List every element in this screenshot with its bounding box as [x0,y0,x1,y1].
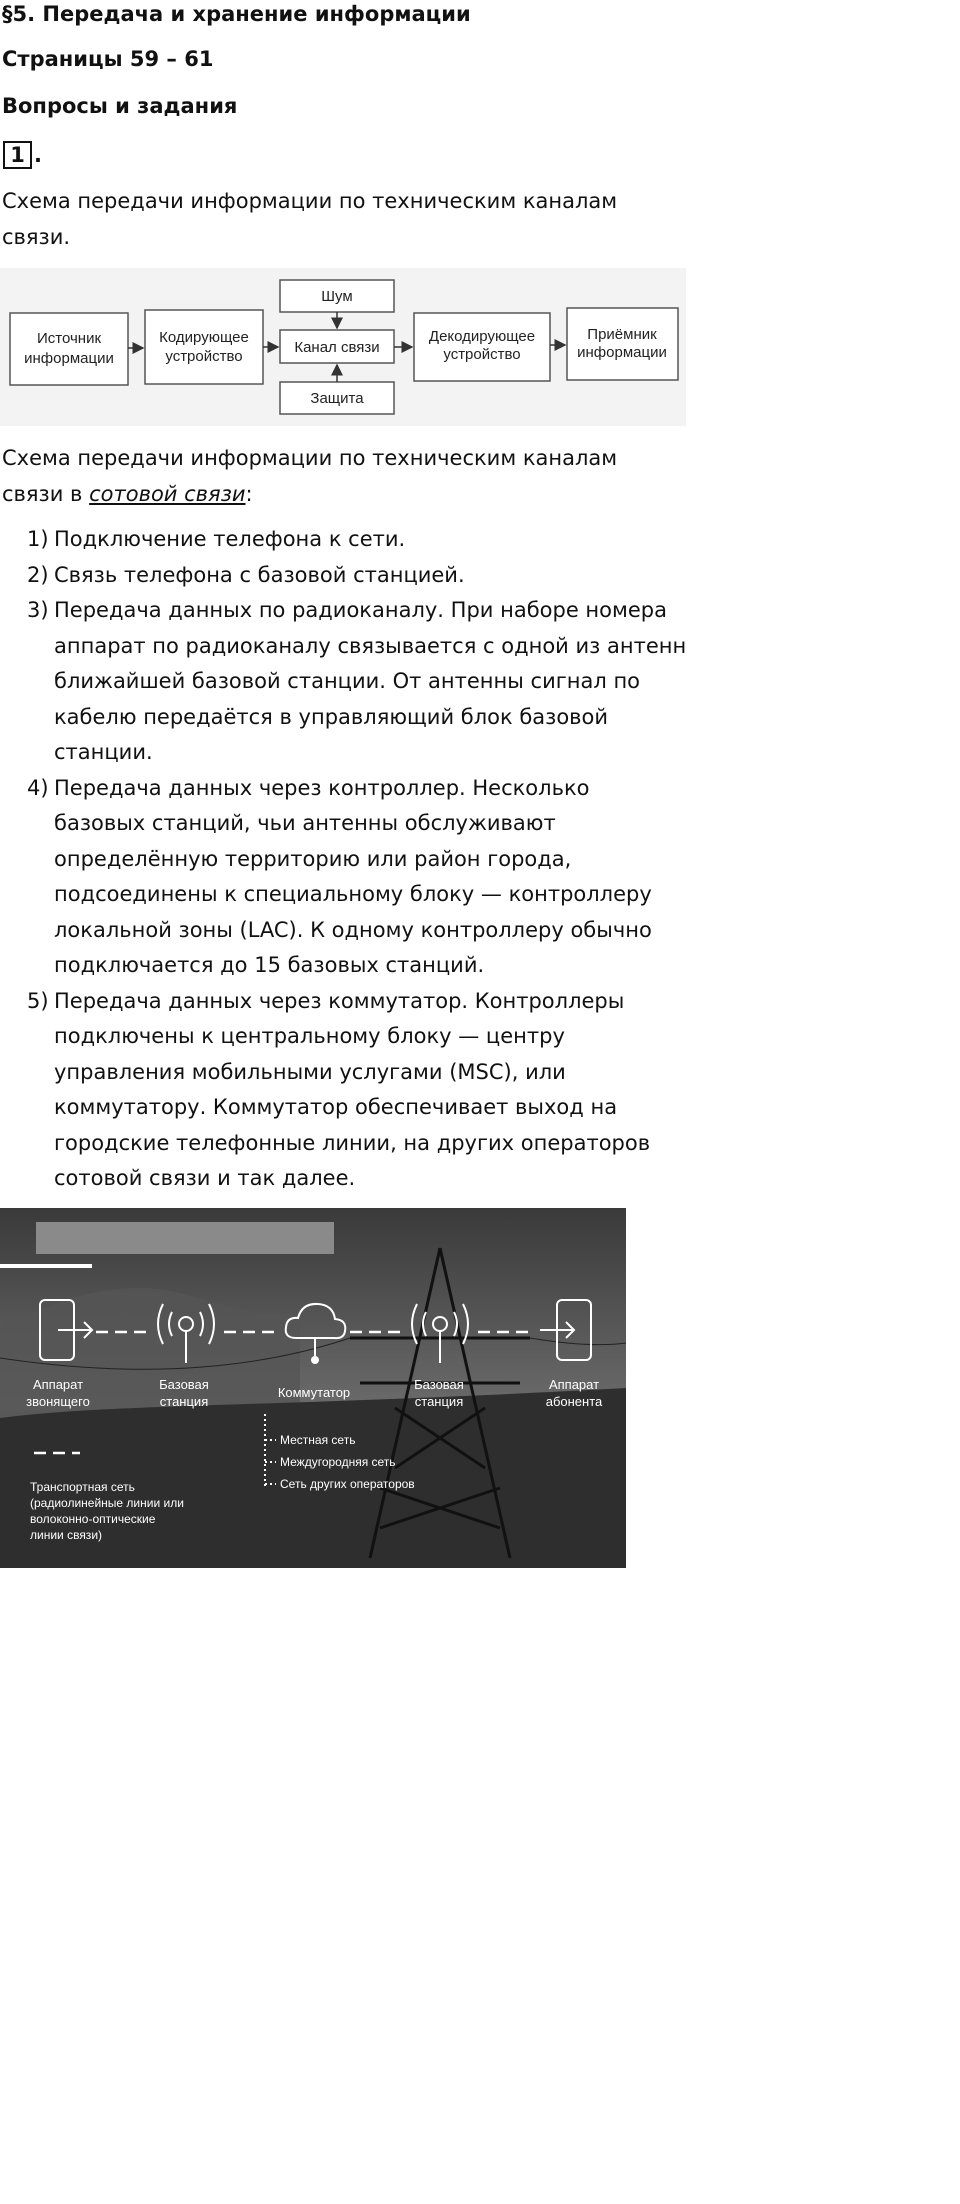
step-line: Связь телефона с базовой станцией. [54,562,465,587]
source-label-1: Источник [36,330,102,347]
decoder-label-2: устройство [443,346,521,363]
step-line: Передача данных по радиоканалу. При наборе номера [54,598,667,622]
step-number: 1) [27,527,49,551]
intro2-suffix: : [245,482,253,506]
step-line: подключается до 15 базовых станций. [54,953,485,977]
step-line: Передача данных через коммутатор. Контроллеры [54,988,625,1013]
page-title: §5. Передача и хранение информации [2,2,471,26]
section-heading: Вопросы и задания [2,94,238,118]
step-line: коммутатору. Коммутатор обеспечивает выход на [54,1095,618,1119]
task-number-box: 1 [3,141,32,169]
encoder-box [145,310,263,384]
list-item [0,558,686,594]
network-local: Местная сеть [280,1433,356,1447]
legend-line-3: волоконно-оптические [30,1512,156,1526]
base-station-label-2: станция [414,1394,464,1409]
caller-label-1: Аппарат [32,1377,84,1392]
intro2-line1: Схема передачи информации по техническим каналам [2,446,618,470]
step-line: кабелю передаётся в управляющий блок базовой [54,704,609,729]
decoder-label-1: Декодирующее [428,328,536,345]
step-number: 2) [27,562,49,587]
step-line: локальной зоны (LAC). К одному контроллеру обычно [54,917,652,942]
step-number: 5) [27,988,49,1013]
step-line: ближайшей базовой станции. От антенны сигнал по [54,669,641,693]
protection-label: Защита [310,390,364,407]
step-line: подсоединены к специальному блоку — контроллеру [54,882,652,906]
channel-label: Канал связи [294,339,380,356]
encoder-label-2: устройство [165,348,243,365]
step-line: городские телефонные линии, на других операторов [54,1130,651,1155]
receiver-label-2: информации [577,344,667,361]
accent-line [0,1264,92,1268]
encoder-label-1: Кодирующее [159,329,249,346]
step-line: аппарат по радиоканалу связывается с одной из антенн [54,633,687,658]
step-line: сотовой связи и так далее. [54,1166,356,1190]
transmission-diagram [0,268,686,426]
legend-line-2: (радиолинейные линии или [30,1496,184,1510]
intro2-prefix: связи в [2,482,90,506]
step-number: 3) [27,598,49,622]
base-station-label-1: Базовая [159,1377,209,1392]
noise-label: Шум [321,288,353,305]
intro2-line2 [2,476,253,512]
base-station-label-2: станция [159,1394,209,1409]
task-number-dot: . [34,143,42,167]
step-line: Передача данных через контроллер. Несколько [54,775,590,800]
step-line: подключены к центральному блоку — центру [54,1024,565,1048]
base-station-label-1: Базовая [414,1377,464,1392]
network-long-distance: Междугородняя сеть [280,1455,396,1469]
switch-label: Коммутатор [277,1385,351,1400]
list-item [0,593,686,771]
receiver-label-1: Приёмник [587,326,657,343]
network-other-operators: Сеть других операторов [280,1477,415,1491]
list-item [0,984,686,1197]
legend-line-1: Транспортная сеть [30,1480,135,1494]
step-number: 4) [27,775,49,800]
step-line: управления мобильными услугами (MSC), или [54,1059,566,1084]
subscriber-label-1: Аппарат [548,1377,600,1392]
subscriber-label-2: абонента [545,1394,603,1409]
legend-line-4: линии связи) [30,1528,103,1542]
step-line: станции. [54,740,153,764]
step-line: базовых станций, чьи антенны обслуживают [54,811,556,835]
list-item [0,771,686,984]
pages-range: Страницы 59 – 61 [2,47,214,71]
step-line: определённую территорию или район города, [54,846,572,871]
caller-label-2: звонящего [26,1394,90,1409]
step-line: Подключение телефона к сети. [54,527,406,551]
blurred-banner [36,1222,334,1254]
list-item [0,522,686,558]
intro1-line1: Схема передачи информации по техническим каналам [2,189,618,213]
source-box [10,313,128,385]
steps-list [0,522,686,1197]
intro1-line2: связи. [2,225,71,249]
cellular-link: сотовой связи [89,482,246,506]
cellular-network-illustration [0,1208,626,1568]
source-label-2: информации [24,350,114,367]
